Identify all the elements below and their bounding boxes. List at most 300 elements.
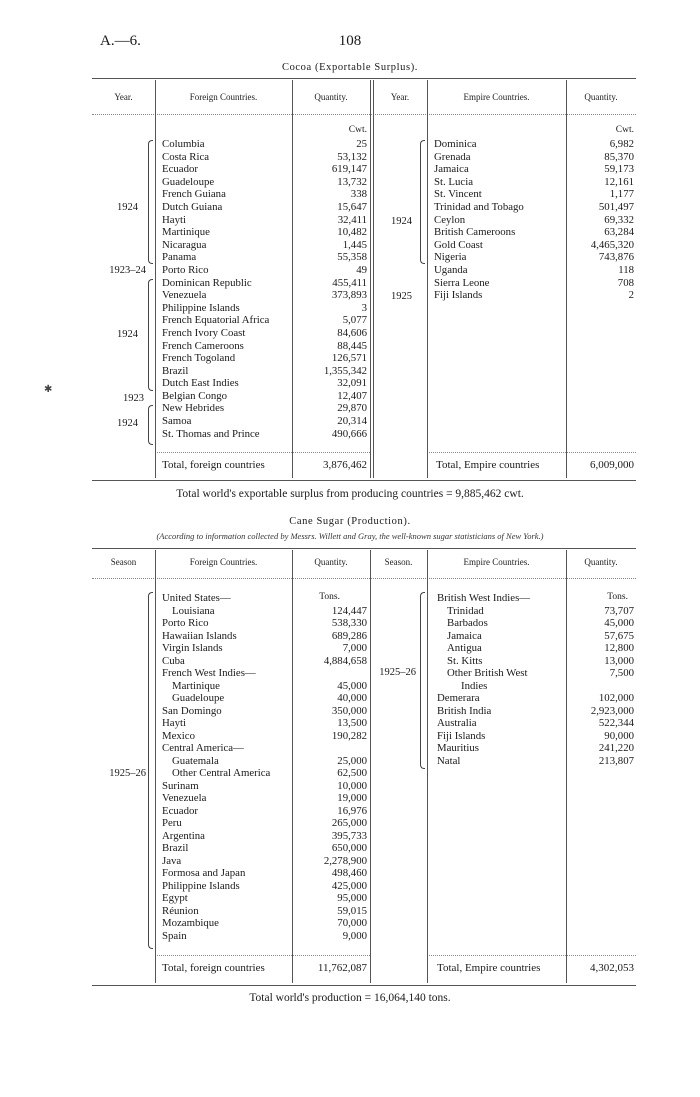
sugar-season-header: Season bbox=[110, 557, 137, 567]
country-name: Uganda bbox=[434, 263, 468, 276]
quantity-value: 49 bbox=[356, 263, 367, 276]
quantity-value: 59,173 bbox=[604, 163, 634, 176]
quantity-value: 522,344 bbox=[598, 717, 634, 729]
sugar-foreign-header: Foreign Countries. bbox=[189, 557, 258, 567]
country-name: Java bbox=[162, 854, 182, 867]
cocoa-col-sep bbox=[370, 80, 371, 478]
cocoa-year-label: 1924 bbox=[117, 418, 138, 429]
quantity-value: 12,407 bbox=[337, 389, 367, 402]
country-name: Mozambique bbox=[162, 917, 219, 929]
sugar-rule-total-r bbox=[427, 955, 636, 956]
country-name: Trinidad bbox=[447, 604, 484, 617]
quantity-value: 13,732 bbox=[337, 175, 367, 188]
sugar-unit-l: Tons. bbox=[319, 592, 340, 602]
list-item bbox=[162, 188, 367, 201]
country-name: Spain bbox=[162, 929, 187, 942]
list-item bbox=[162, 302, 367, 315]
cocoa-year-label-r: 1925 bbox=[391, 291, 412, 302]
sugar-col-sep bbox=[370, 550, 371, 983]
quantity-value: 25,000 bbox=[337, 754, 367, 767]
list-item bbox=[162, 705, 367, 718]
quantity-value: 15,647 bbox=[337, 200, 367, 213]
quantity-value: 12,800 bbox=[604, 642, 634, 654]
country-name: Guadeloupe bbox=[162, 175, 215, 188]
sugar-unit-r: Tons. bbox=[607, 592, 628, 602]
country-name: Hayti bbox=[162, 213, 186, 226]
quantity-value: 13,500 bbox=[337, 717, 367, 729]
list-item bbox=[162, 742, 367, 755]
quantity-value: 69,332 bbox=[604, 213, 634, 226]
country-name: San Domingo bbox=[162, 704, 222, 717]
quantity-value: 25 bbox=[356, 138, 367, 150]
sugar-rule-header bbox=[92, 578, 636, 579]
cocoa-year-label: 1923 bbox=[123, 393, 144, 404]
country-name: Venezuela bbox=[162, 792, 207, 804]
list-item bbox=[162, 340, 367, 353]
country-name: Gold Coast bbox=[434, 238, 483, 251]
sugar-source-note: (According to information collected by Messrs. Willett and Gray, the well-known sugar statisticians of New York.) bbox=[156, 531, 544, 541]
quantity-value: 90,000 bbox=[604, 729, 634, 742]
country-name: Brazil bbox=[162, 842, 189, 854]
sugar-total-empire-label: Total, Empire countries bbox=[437, 962, 541, 974]
list-item bbox=[162, 327, 367, 340]
country-name: Costa Rica bbox=[162, 150, 210, 163]
cocoa-rule-header bbox=[92, 114, 636, 115]
list-item bbox=[162, 264, 367, 277]
cocoa-empire-list bbox=[434, 138, 634, 302]
list-item bbox=[162, 138, 367, 151]
cocoa-year-label-r: 1924 bbox=[391, 216, 412, 227]
quantity-value: 708 bbox=[617, 276, 634, 289]
list-item bbox=[162, 151, 367, 164]
margin-mark-icon: ✱ bbox=[44, 384, 53, 395]
list-item bbox=[162, 402, 367, 415]
country-name: French Ivory Coast bbox=[162, 326, 246, 339]
country-name: Ecuador bbox=[162, 804, 198, 817]
cocoa-brace-r bbox=[420, 140, 425, 264]
quantity-value: 62,500 bbox=[337, 767, 367, 779]
sugar-quantity-header-r: Quantity. bbox=[584, 557, 618, 567]
quantity-value: 20,314 bbox=[337, 415, 367, 428]
quantity-value: 6,982 bbox=[609, 138, 634, 150]
country-name: Panama bbox=[162, 251, 197, 264]
list-item bbox=[434, 251, 634, 264]
quantity-value: 2,923,000 bbox=[590, 704, 634, 717]
cocoa-rule-bottom bbox=[92, 480, 636, 481]
country-name: Guadeloupe bbox=[172, 692, 225, 704]
country-name: French Guiana bbox=[162, 188, 226, 201]
list-item bbox=[162, 930, 367, 943]
country-name: Australia bbox=[437, 717, 477, 729]
sugar-rule-top bbox=[92, 548, 636, 549]
list-item bbox=[437, 680, 634, 693]
cocoa-year-label: 1923–24 bbox=[109, 265, 146, 276]
list-item bbox=[434, 188, 634, 201]
country-name: Dominican Republic bbox=[162, 276, 252, 289]
list-item bbox=[437, 692, 634, 705]
list-item bbox=[437, 617, 634, 630]
sugar-total-foreign-label: Total, foreign countries bbox=[162, 962, 265, 974]
country-name: Formosa and Japan bbox=[162, 867, 246, 879]
quantity-value: 124,447 bbox=[331, 604, 367, 617]
quantity-value: 40,000 bbox=[337, 692, 367, 704]
country-name: Cuba bbox=[162, 654, 185, 667]
country-name: French West Indies— bbox=[162, 667, 256, 679]
country-name: Mexico bbox=[162, 729, 195, 742]
quantity-value: 10,482 bbox=[337, 226, 367, 239]
list-item bbox=[162, 239, 367, 252]
country-name: Porto Rico bbox=[162, 617, 209, 629]
country-name: Philippine Islands bbox=[162, 879, 240, 892]
quantity-value: 13,000 bbox=[604, 654, 634, 667]
quantity-value: 16,976 bbox=[337, 804, 367, 817]
list-item bbox=[437, 742, 634, 755]
cocoa-foreign-header: Foreign Countries. bbox=[189, 92, 258, 102]
quantity-value: 102,000 bbox=[598, 692, 634, 704]
country-name: Dutch Guiana bbox=[162, 200, 223, 213]
list-item bbox=[162, 730, 367, 743]
country-name: Antigua bbox=[447, 642, 482, 654]
quantity-value: 5,077 bbox=[342, 314, 367, 327]
list-item bbox=[162, 767, 367, 780]
list-item bbox=[162, 855, 367, 868]
quantity-value: 190,282 bbox=[331, 729, 367, 742]
list-item bbox=[434, 289, 634, 302]
cocoa-quantity-header: Quantity. bbox=[314, 92, 348, 102]
country-name: Hawaiian Islands bbox=[162, 629, 237, 642]
quantity-value: 373,893 bbox=[331, 289, 367, 302]
sugar-rule-total-l bbox=[155, 955, 370, 956]
cocoa-year-header-r: Year. bbox=[390, 92, 410, 102]
list-item bbox=[162, 428, 367, 441]
list-item bbox=[434, 214, 634, 227]
quantity-value: 619,147 bbox=[331, 163, 367, 176]
quantity-value: 538,330 bbox=[331, 617, 367, 629]
list-item bbox=[162, 830, 367, 843]
quantity-value: 84,606 bbox=[337, 326, 367, 339]
cocoa-total-empire-value: 6,009,000 bbox=[590, 459, 634, 471]
list-item bbox=[162, 314, 367, 327]
country-name: Natal bbox=[437, 754, 461, 767]
quantity-value: 743,876 bbox=[598, 251, 634, 264]
cocoa-unit-l: Cwt. bbox=[348, 125, 367, 135]
list-item bbox=[437, 730, 634, 743]
quantity-value: 59,015 bbox=[337, 904, 367, 917]
quantity-value: 7,000 bbox=[342, 642, 367, 654]
quantity-value: 4,465,320 bbox=[590, 238, 634, 251]
country-name: St. Vincent bbox=[434, 188, 482, 201]
quantity-value: 350,000 bbox=[331, 704, 367, 717]
cocoa-unit-r: Cwt. bbox=[615, 125, 634, 135]
country-name: Virgin Islands bbox=[162, 642, 223, 654]
list-item bbox=[437, 592, 634, 605]
quantity-value: 498,460 bbox=[331, 867, 367, 879]
country-name: Guatemala bbox=[172, 754, 219, 767]
country-name: Mauritius bbox=[437, 742, 479, 754]
quantity-value: 63,284 bbox=[604, 226, 634, 239]
country-name: Grenada bbox=[434, 150, 471, 163]
country-name: Venezuela bbox=[162, 289, 207, 302]
country-name: Egypt bbox=[162, 892, 188, 904]
sugar-col-sep bbox=[155, 550, 156, 983]
quantity-value: 1,177 bbox=[609, 188, 634, 201]
list-item bbox=[437, 755, 634, 768]
country-name: Trinidad and Tobago bbox=[434, 200, 524, 213]
country-name: Peru bbox=[162, 817, 182, 829]
list-item bbox=[162, 163, 367, 176]
cocoa-col-sep bbox=[155, 80, 156, 478]
list-item bbox=[162, 917, 367, 930]
sugar-section-title: Cane Sugar (Production). bbox=[289, 516, 411, 527]
quantity-value: 1,445 bbox=[342, 238, 367, 251]
sugar-col-sep bbox=[427, 550, 428, 983]
list-item bbox=[162, 805, 367, 818]
quantity-value: 32,411 bbox=[337, 213, 367, 226]
quantity-value: 88,445 bbox=[337, 339, 367, 352]
country-name: New Hebrides bbox=[162, 402, 225, 415]
list-item bbox=[434, 201, 634, 214]
quantity-value: 4,884,658 bbox=[323, 654, 367, 667]
country-name: Nicaragua bbox=[162, 238, 207, 251]
country-name: Demerara bbox=[437, 692, 480, 704]
cocoa-foreign-list bbox=[162, 138, 367, 440]
quantity-value: 2,278,900 bbox=[323, 854, 367, 867]
country-name: Nigeria bbox=[434, 251, 467, 264]
list-item bbox=[162, 277, 367, 290]
list-item bbox=[162, 415, 367, 428]
country-name: Columbia bbox=[162, 138, 205, 150]
quantity-value: 45,000 bbox=[337, 679, 367, 692]
list-item bbox=[162, 817, 367, 830]
country-name: Ecuador bbox=[162, 163, 198, 176]
sugar-quantity-header: Quantity. bbox=[314, 557, 348, 567]
list-item bbox=[162, 617, 367, 630]
quantity-value: 650,000 bbox=[331, 842, 367, 854]
list-item bbox=[162, 365, 367, 378]
list-item bbox=[162, 201, 367, 214]
list-item bbox=[437, 717, 634, 730]
list-item bbox=[162, 592, 367, 605]
country-name: Dominica bbox=[434, 138, 477, 150]
cocoa-total-foreign-label: Total, foreign countries bbox=[162, 459, 265, 471]
cocoa-total-empire-label: Total, Empire countries bbox=[436, 459, 540, 471]
quantity-value: 70,000 bbox=[337, 917, 367, 929]
cocoa-year-label: 1924 bbox=[117, 202, 138, 213]
cocoa-total-foreign-value: 3,876,462 bbox=[323, 459, 367, 471]
list-item bbox=[162, 717, 367, 730]
country-name: Belgian Congo bbox=[162, 389, 228, 402]
list-item bbox=[162, 630, 367, 643]
list-item bbox=[162, 680, 367, 693]
cocoa-quantity-header-r: Quantity. bbox=[584, 92, 618, 102]
list-item bbox=[162, 667, 367, 680]
quantity-value: 455,411 bbox=[332, 276, 367, 289]
sugar-empire-header: Empire Countries. bbox=[463, 557, 530, 567]
quantity-value: 53,132 bbox=[337, 150, 367, 163]
country-name: Indies bbox=[461, 679, 488, 692]
page-reference: A.—6. bbox=[100, 33, 141, 49]
sugar-grand-total: Total world's production = 16,064,140 tons. bbox=[249, 992, 451, 1004]
sugar-season-label: 1925–26 bbox=[109, 768, 146, 779]
quantity-value: 3 bbox=[361, 301, 367, 314]
country-name: Barbados bbox=[447, 617, 488, 629]
list-item bbox=[162, 352, 367, 365]
cocoa-section-title: Cocoa (Exportable Surplus). bbox=[281, 62, 419, 73]
cocoa-grand-total: Total world's exportable surplus from producing countries = 9,885,462 cwt. bbox=[176, 488, 524, 500]
quantity-value: 2 bbox=[628, 289, 634, 302]
quantity-value: 265,000 bbox=[331, 817, 367, 829]
country-name: Jamaica bbox=[447, 629, 482, 642]
quantity-value: 126,571 bbox=[331, 352, 367, 365]
country-name: Jamaica bbox=[434, 163, 469, 176]
list-item bbox=[162, 214, 367, 227]
country-name: St. Thomas and Prince bbox=[162, 427, 260, 440]
list-item bbox=[437, 655, 634, 668]
quantity-value: 55,358 bbox=[337, 251, 367, 264]
sugar-rule-bottom bbox=[92, 985, 636, 986]
quantity-value: 12,161 bbox=[604, 175, 634, 188]
country-name: French Cameroons bbox=[162, 339, 244, 352]
quantity-value: 425,000 bbox=[331, 879, 367, 892]
country-name: Martinique bbox=[162, 226, 210, 239]
cocoa-brace bbox=[148, 140, 153, 264]
country-name: British West Indies— bbox=[437, 592, 531, 604]
quantity-value: 9,000 bbox=[342, 929, 367, 942]
cocoa-brace bbox=[148, 405, 153, 445]
quantity-value: 19,000 bbox=[337, 792, 367, 804]
country-name: Philippine Islands bbox=[162, 301, 240, 314]
country-name: Fiji Islands bbox=[437, 729, 486, 742]
sugar-total-foreign-value: 11,762,087 bbox=[317, 962, 367, 974]
quantity-value: 490,666 bbox=[331, 427, 367, 440]
list-item bbox=[162, 905, 367, 918]
list-item bbox=[162, 605, 367, 618]
country-name: French Equatorial Africa bbox=[162, 314, 270, 327]
cocoa-year-header: Year. bbox=[114, 92, 133, 102]
list-item bbox=[434, 163, 634, 176]
list-item bbox=[437, 667, 634, 680]
cocoa-col-sep bbox=[427, 80, 428, 478]
country-name: Fiji Islands bbox=[434, 289, 483, 302]
sugar-foreign-list bbox=[162, 592, 367, 942]
quantity-value: 7,500 bbox=[609, 667, 634, 679]
list-item bbox=[162, 655, 367, 668]
sugar-season-header-r: Season. bbox=[384, 557, 413, 567]
quantity-value: 85,370 bbox=[604, 150, 634, 163]
cocoa-year-label: 1924 bbox=[117, 329, 138, 340]
list-item bbox=[437, 605, 634, 618]
list-item bbox=[162, 692, 367, 705]
cocoa-col-sep bbox=[373, 80, 374, 478]
list-item bbox=[162, 176, 367, 189]
quantity-value: 689,286 bbox=[331, 629, 367, 642]
country-name: Samoa bbox=[162, 415, 192, 428]
country-name: Sierra Leone bbox=[434, 276, 490, 289]
country-name: Dutch East Indies bbox=[162, 377, 239, 390]
cocoa-brace bbox=[148, 279, 153, 391]
list-item bbox=[434, 138, 634, 151]
quantity-value: 57,675 bbox=[604, 629, 634, 642]
quantity-value: 29,870 bbox=[337, 402, 367, 415]
list-item bbox=[162, 867, 367, 880]
quantity-value: 1,355,342 bbox=[323, 364, 367, 377]
country-name: Hayti bbox=[162, 717, 186, 729]
list-item bbox=[162, 880, 367, 893]
list-item bbox=[437, 705, 634, 718]
page-number: 108 bbox=[338, 33, 362, 49]
list-item bbox=[162, 289, 367, 302]
quantity-value: 32,091 bbox=[337, 377, 367, 390]
quantity-value: 10,000 bbox=[337, 779, 367, 792]
list-item bbox=[434, 226, 634, 239]
quantity-value: 45,000 bbox=[604, 617, 634, 629]
country-name: Central America— bbox=[162, 742, 244, 754]
sugar-brace bbox=[148, 592, 153, 949]
quantity-value: 395,733 bbox=[331, 829, 367, 842]
country-name: Other British West bbox=[447, 667, 528, 679]
sugar-empire-list bbox=[437, 592, 634, 767]
list-item bbox=[162, 780, 367, 793]
quantity-value: 241,220 bbox=[598, 742, 634, 754]
list-item bbox=[162, 226, 367, 239]
country-name: St. Kitts bbox=[447, 654, 483, 667]
country-name: St. Lucia bbox=[434, 175, 473, 188]
sugar-brace-r bbox=[420, 592, 425, 769]
list-item bbox=[434, 239, 634, 252]
cocoa-rule-total-r bbox=[427, 452, 636, 453]
quantity-value: 501,497 bbox=[598, 200, 634, 213]
country-name: Other Central America bbox=[172, 767, 271, 779]
list-item bbox=[434, 264, 634, 277]
country-name: United States— bbox=[162, 592, 231, 604]
country-name: Porto Rico bbox=[162, 263, 209, 276]
list-item bbox=[162, 755, 367, 768]
list-item bbox=[434, 176, 634, 189]
list-item bbox=[434, 277, 634, 290]
quantity-value: 213,807 bbox=[598, 754, 634, 767]
country-name: Argentina bbox=[162, 829, 205, 842]
country-name: Surinam bbox=[162, 779, 199, 792]
list-item bbox=[437, 630, 634, 643]
list-item bbox=[162, 842, 367, 855]
quantity-value: 95,000 bbox=[337, 892, 367, 904]
country-name: Ceylon bbox=[434, 213, 466, 226]
cocoa-rule-total-l bbox=[155, 452, 370, 453]
country-name: French Togoland bbox=[162, 352, 236, 365]
country-name: British India bbox=[437, 704, 492, 717]
country-name: Réunion bbox=[162, 904, 199, 917]
list-item bbox=[162, 892, 367, 905]
list-item bbox=[162, 792, 367, 805]
quantity-value: 338 bbox=[350, 188, 367, 201]
country-name: Martinique bbox=[172, 679, 220, 692]
list-item bbox=[437, 642, 634, 655]
page-header bbox=[0, 33, 700, 53]
cocoa-empire-header: Empire Countries. bbox=[463, 92, 530, 102]
sugar-season-label-r: 1925–26 bbox=[379, 667, 416, 678]
quantity-value: 73,707 bbox=[604, 604, 634, 617]
list-item bbox=[162, 642, 367, 655]
list-item bbox=[162, 390, 367, 403]
sugar-total-empire-value: 4,302,053 bbox=[590, 962, 634, 974]
country-name: Louisiana bbox=[172, 604, 215, 617]
country-name: British Cameroons bbox=[434, 226, 516, 239]
cocoa-rule-top bbox=[92, 78, 636, 79]
list-item bbox=[434, 151, 634, 164]
list-item bbox=[162, 377, 367, 390]
list-item bbox=[162, 251, 367, 264]
country-name: Brazil bbox=[162, 364, 189, 377]
